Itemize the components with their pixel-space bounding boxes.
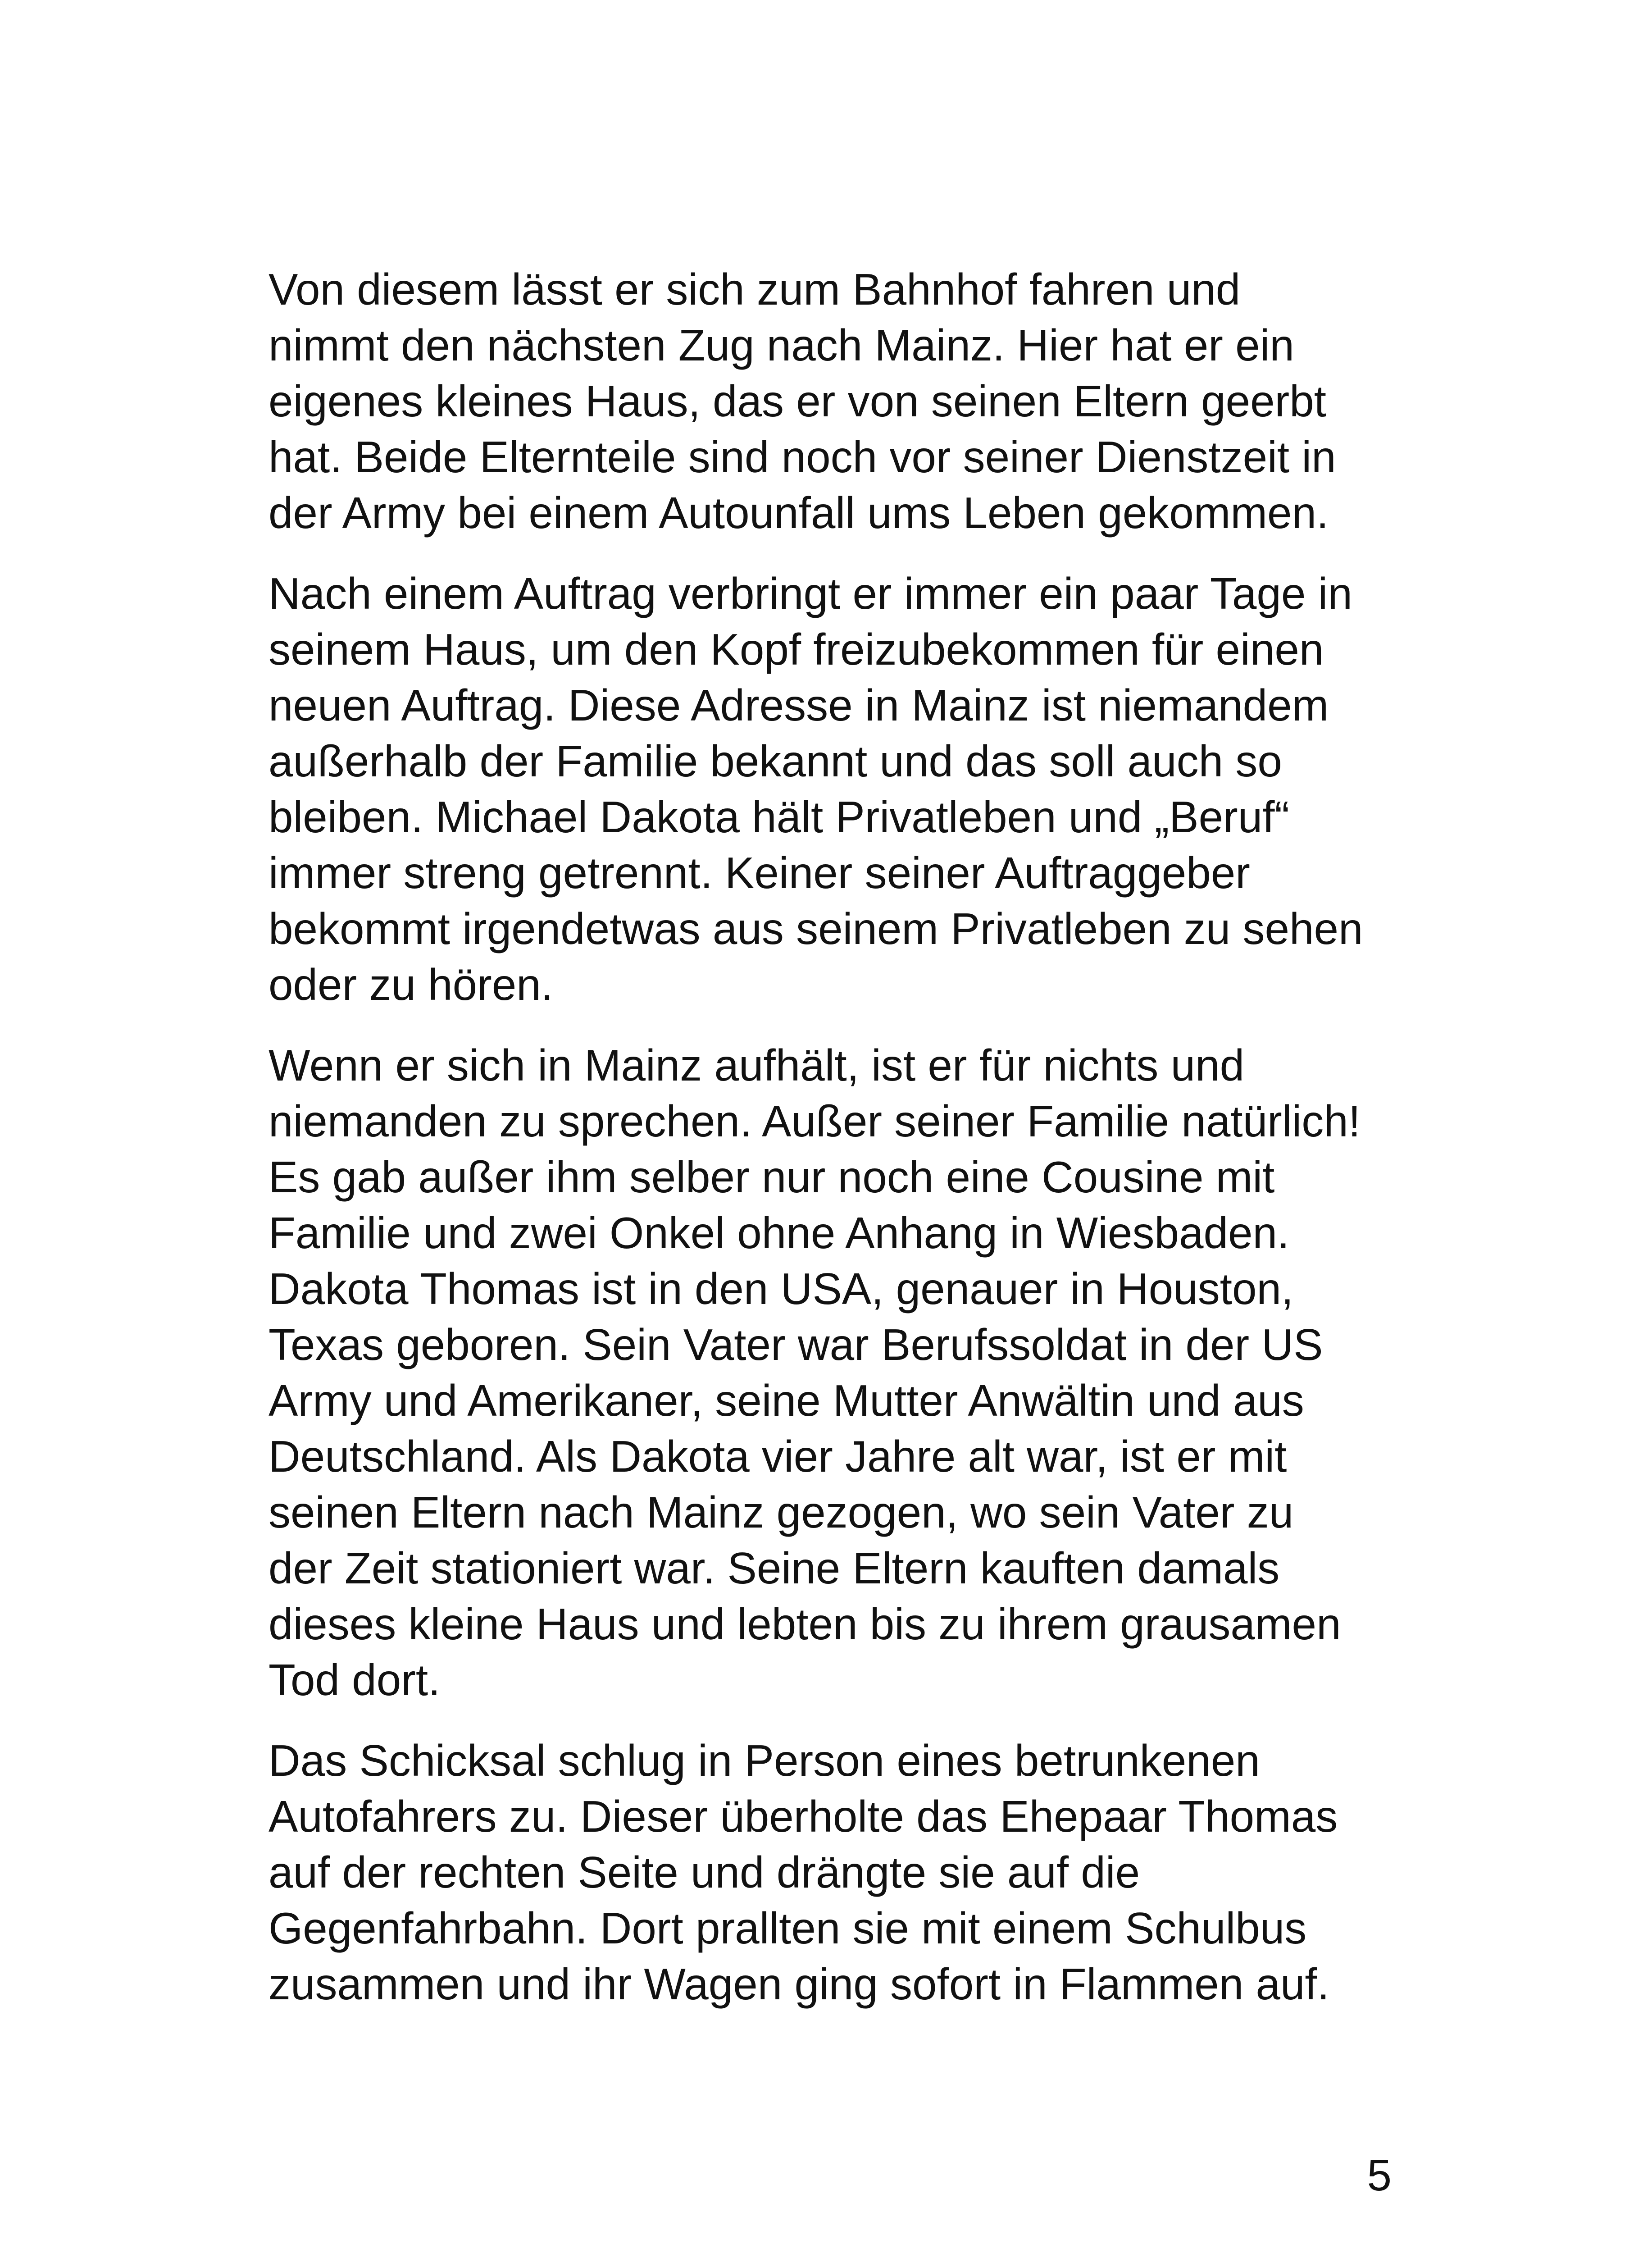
text-line: Nach einem Auftrag verbringt er immer ein paar Tage in <box>269 569 1352 618</box>
page-number: 5 <box>1367 2150 1392 2200</box>
text-line: Wenn er sich in Mainz aufhält, ist er für nichts und <box>269 1040 1245 1090</box>
text-line: neuen Auftrag. Diese Adresse in Mainz ist niemandem <box>269 680 1329 730</box>
text-line: Tod dort. <box>269 1655 441 1705</box>
text-line: seinen Eltern nach Mainz gezogen, wo sein Vater zu <box>269 1487 1294 1537</box>
text-line: Texas geboren. Sein Vater war Berufssoldat in der US <box>269 1320 1323 1369</box>
text-line: bleiben. Michael Dakota hält Privatleben und „Beruf“ <box>269 792 1290 842</box>
text-line: Es gab außer ihm selber nur noch eine Cousine mit <box>269 1152 1275 1202</box>
paragraph-3 <box>269 1037 1404 1708</box>
text-line: Von diesem lässt er sich zum Bahnhof fahren und <box>269 265 1241 314</box>
text-line: immer streng getrennt. Keiner seiner Auftraggeber <box>269 848 1250 898</box>
text-line: Autofahrers zu. Dieser überholte das Ehepaar Thomas <box>269 1792 1338 1841</box>
text-line: auf der rechten Seite und drängte sie auf die <box>269 1847 1140 1897</box>
text-line: eigenes kleines Haus, das er von seinen Eltern geerbt <box>269 376 1326 426</box>
text-line: Army und Amerikaner, seine Mutter Anwältin und aus <box>269 1376 1304 1425</box>
paragraph-1 <box>269 261 1404 541</box>
text-line: Dakota Thomas ist in den USA, genauer in Houston, <box>269 1264 1294 1313</box>
text-line: Deutschland. Als Dakota vier Jahre alt war, ist er mit <box>269 1432 1287 1481</box>
text-line: der Zeit stationiert war. Seine Eltern kauften damals <box>269 1543 1280 1593</box>
text-line: seinem Haus, um den Kopf freizubekommen für einen <box>269 625 1324 674</box>
text-line: niemanden zu sprechen. Außer seiner Familie natürlich! <box>269 1096 1361 1146</box>
text-line: Gegenfahrbahn. Dort prallten sie mit einem Schulbus <box>269 1903 1307 1953</box>
text-line: dieses kleine Haus und lebten bis zu ihrem grausamen <box>269 1599 1341 1649</box>
text-line: nimmt den nächsten Zug nach Mainz. Hier hat er ein <box>269 320 1294 370</box>
text-line: Familie und zwei Onkel ohne Anhang in Wiesbaden. <box>269 1208 1290 1258</box>
text-line: zusammen und ihr Wagen ging sofort in Flammen auf. <box>269 1959 1329 2009</box>
text-line: außerhalb der Familie bekannt und das soll auch so <box>269 736 1282 786</box>
text-line: hat. Beide Elternteile sind noch vor seiner Dienstzeit in <box>269 432 1336 482</box>
paragraph-2 <box>269 566 1404 1012</box>
paragraph-4 <box>269 1733 1404 2012</box>
text-line: der Army bei einem Autounfall ums Leben gekommen. <box>269 488 1329 538</box>
text-line: Das Schicksal schlug in Person eines betrunkenen <box>269 1736 1260 1785</box>
text-line: bekommt irgendetwas aus seinem Privatleben zu sehen <box>269 904 1363 953</box>
body-text <box>269 261 1404 2037</box>
text-line: oder zu hören. <box>269 960 553 1009</box>
